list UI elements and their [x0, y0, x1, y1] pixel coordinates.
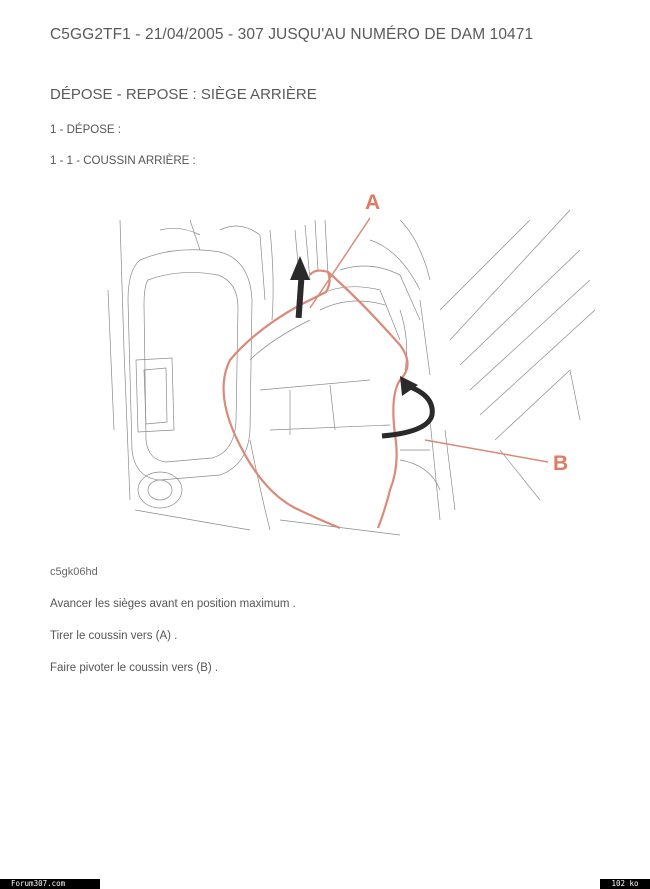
callout-a: A: [365, 191, 381, 214]
leader-line-b: [425, 440, 548, 462]
document-header: C5GG2TF1 - 21/04/2005 - 307 JUSQU'AU NUMÉRO DE DAM 10471: [50, 26, 534, 43]
instruction-1: Avancer les sièges avant en position maximum .: [50, 598, 296, 610]
instruction-3: Faire pivoter le coussin vers (B) .: [50, 662, 219, 674]
leader-line-a: [310, 218, 370, 308]
seat-line-art: [108, 210, 595, 535]
step-heading-1: 1 - DÉPOSE :: [50, 124, 121, 136]
section-title: DÉPOSE - REPOSE : SIÈGE ARRIÈRE: [50, 86, 317, 103]
footer-size-label: 102 ko: [600, 879, 650, 889]
seat-illustration: [100, 190, 600, 540]
step-heading-1-1: 1 - 1 - COUSSIN ARRIÈRE :: [50, 155, 196, 167]
instruction-2: Tirer le coussin vers (A) .: [50, 630, 178, 642]
arrow-b-icon: [382, 376, 432, 436]
cushion-outline-right: [328, 272, 408, 528]
footer-site-label: Forum307.com: [0, 879, 100, 889]
figure-reference: c5gk06hd: [50, 566, 98, 578]
callout-b: B: [553, 452, 569, 475]
